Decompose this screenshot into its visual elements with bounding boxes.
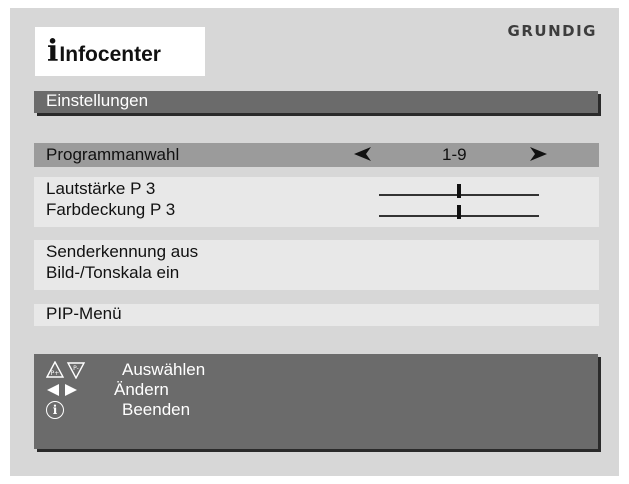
help-row-change [46,380,169,400]
program-value: 1-9 [442,145,467,164]
slider-label: Lautstärke P 3 [46,179,156,198]
help-row-exit [46,400,191,420]
slider-knob[interactable] [457,205,461,219]
arrow-left-icon[interactable] [354,147,372,161]
up-down-buttons-icon [46,361,90,379]
program-label: Programmanwahl [46,145,180,164]
pip-label: PIP-Menü [46,304,122,323]
brand-logo: GRUNDIG [507,22,597,40]
arrow-right-icon[interactable] [529,147,547,161]
info-icon: i [47,33,59,69]
section-heading [34,91,598,113]
slider-knob[interactable] [457,184,461,198]
option-label: Senderkennung aus [46,242,199,261]
menu-item-pip[interactable] [34,304,599,326]
info-button-icon [46,401,64,419]
menu-item-senderkennung[interactable] [46,242,599,263]
help-row-select [46,360,206,380]
section-title: Einstellungen [46,91,149,110]
help-select-label: Auswählen [122,360,206,379]
menu-item-bild-tonskala[interactable] [46,263,599,284]
menu-item-farbdeckung[interactable] [46,200,599,221]
help-change-label: Ändern [114,380,169,399]
infocenter-logo [35,27,205,76]
help-panel [34,354,598,449]
color-saturation-slider[interactable] [379,215,539,217]
option-label: Bild-/Tonskala ein [46,263,180,282]
option-group [34,240,599,290]
menu-item-programmanwahl[interactable] [34,143,599,167]
slider-label: Farbdeckung P 3 [46,200,176,219]
slider-group [34,177,599,227]
help-exit-label: Beenden [122,400,191,419]
svg-text:P-: P- [73,365,79,372]
tv-osd-screen [10,8,619,476]
left-right-arrows-icon [46,382,82,398]
svg-text:P+: P+ [50,370,60,377]
menu-item-lautstaerke[interactable] [46,179,599,200]
info-glyph: i [52,403,58,417]
volume-slider[interactable] [379,194,539,196]
page-title: Infocenter [59,42,161,66]
